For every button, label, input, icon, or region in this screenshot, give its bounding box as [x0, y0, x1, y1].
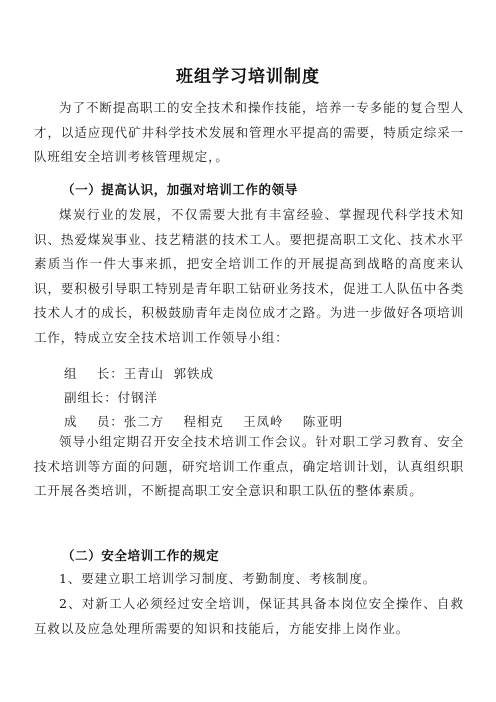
- leader-names: 王青山 郭铁成: [123, 366, 214, 381]
- members-label: 成 员：: [64, 414, 124, 429]
- deputy-names: 付钢洋: [117, 390, 158, 405]
- section1-closing: 领导小组定期召开安全技术培训工作会议。针对职工学习教育、安全技术培训等方面的问题，研究培训工作重点，确定培训计划，认真组织职工开展各类培训，不断提高职工安全意识和职工队伍的整体素质。: [34, 434, 464, 498]
- deputy-line: [64, 388, 158, 406]
- section1-body: 煤炭行业的发展，不仅需要大批有丰富经验、掌握现代科学技术知识、热爱煤炭事业、技艺精湛的技术工人。要把提高职工文化、技术水平素质当作一件大事来抓，把安全培训工作的开展提高到战略的高度来认识，要积极引导职工特别是青年职工钻研业务技术，促进工人队伍中各类技术人才的成长，积极鼓励青年走岗位成才之路。为进一步做好各项培训工作，特成立安全技术培训工作领导小组：: [34, 207, 464, 345]
- deputy-label: 副组长：: [64, 390, 118, 405]
- intro-paragraph: 为了不断提高职工的安全技术和操作技能，培养一专多能的复合型人才，以适应现代矿井科学技术发展和管理水平提高的需要，特质定综采一队班组安全培训考核管理规定，。: [34, 100, 464, 164]
- leader-label: 组 长：: [64, 366, 124, 381]
- section2-item-2: 2、对新工人必须经过安全培训，保证其具备本岗位安全操作、自救互救以及应急处理所需要的知识和技能后，方能安排上岗作业。: [34, 596, 464, 636]
- section2-item-1: 1、要建立职工培训学习制度、考勤制度、考核制度。: [59, 571, 377, 586]
- section2-heading: （二）安全培训工作的规定: [62, 548, 220, 563]
- section1-heading: （一）提高认识，加强对培训工作的领导: [62, 182, 298, 197]
- members-line: [64, 412, 343, 430]
- leader-line: [64, 364, 214, 382]
- members-names: 张二方 程相克 王凤岭 陈亚明: [123, 414, 343, 429]
- document-title: 班组学习培训制度: [176, 67, 320, 87]
